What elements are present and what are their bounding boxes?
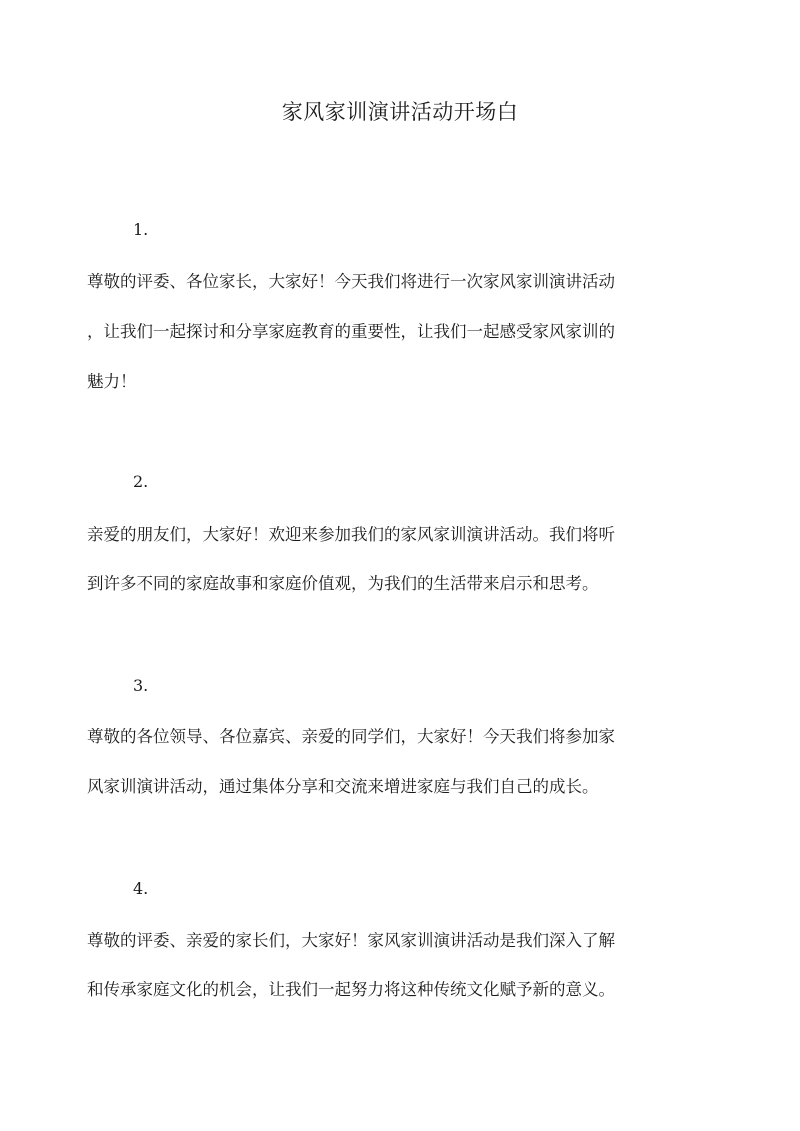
item-text-line: 魅力！ [87, 372, 137, 391]
item-number: 3. [133, 676, 149, 695]
item-text-line: 风家训演讲活动，通过集体分享和交流来增进家庭与我们自己的成长。 [87, 777, 599, 796]
item-text-line: 到许多不同的家庭故事和家庭价值观，为我们的生活带来启示和思考。 [87, 574, 599, 593]
item-text-line: 亲爱的朋友们，大家好！欢迎来参加我们的家风家训演讲活动。我们将听 [87, 525, 615, 544]
item-text-line: 尊敬的评委、各位家长，大家好！今天我们将进行一次家风家训演讲活动 [87, 272, 615, 291]
document-title: 家风家训演讲活动开场白 [281, 100, 519, 124]
item-text-line: 尊敬的各位领导、各位嘉宾、亲爱的同学们，大家好！今天我们将参加家 [87, 727, 615, 746]
item-text-line: ，让我们一起探讨和分享家庭教育的重要性，让我们一起感受家风家训的 [87, 322, 615, 341]
item-text-line: 尊敬的评委、亲爱的家长们，大家好！家风家训演讲活动是我们深入了解 [87, 931, 615, 950]
item-text-line: 和传承家庭文化的机会，让我们一起努力将这种传统文化赋予新的意义。 [87, 980, 615, 999]
item-number: 2. [133, 472, 149, 491]
item-number: 4. [133, 879, 149, 898]
item-number: 1. [133, 220, 149, 239]
